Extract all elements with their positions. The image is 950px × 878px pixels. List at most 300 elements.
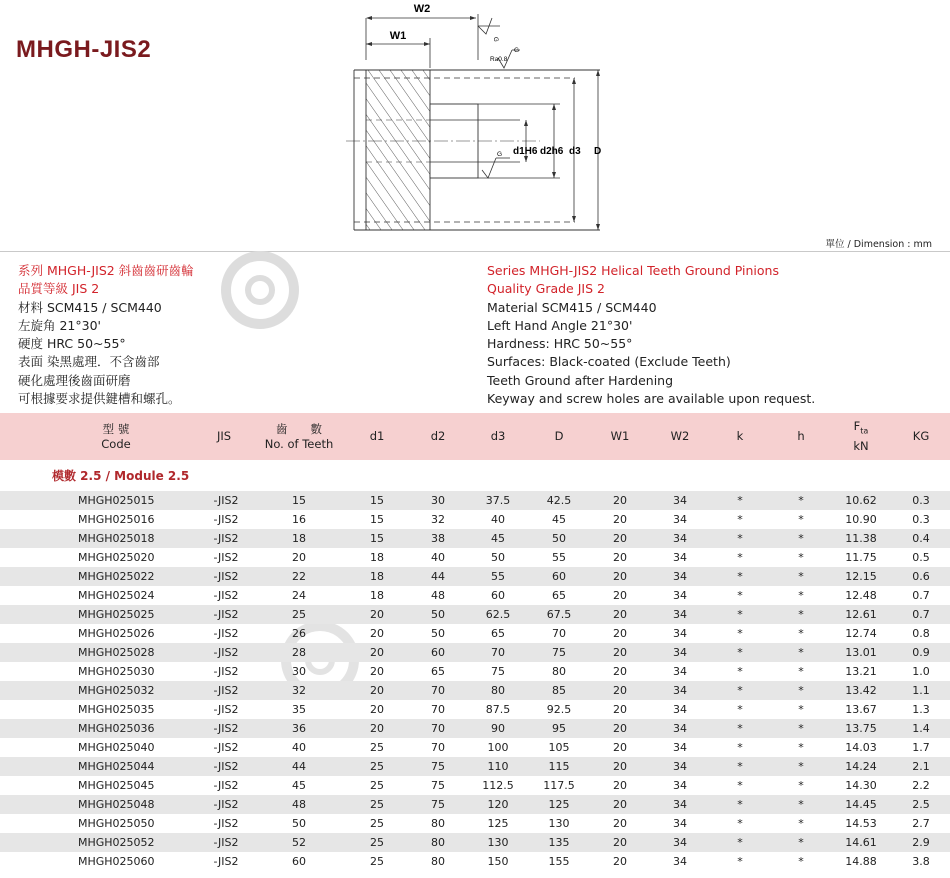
col-code-zh: 型 號 (102, 421, 130, 436)
unit-note: 單位 / Dimension : mm (825, 239, 932, 250)
cell-code: MHGH025060 (78, 855, 155, 868)
cell-kg: 0.5 (912, 551, 930, 564)
cell-kg: 0.3 (912, 494, 930, 507)
cell-w1: 20 (613, 779, 627, 792)
cell-k: * (737, 608, 743, 621)
cell-d3: 70 (491, 646, 505, 659)
cell-d2: 70 (431, 684, 445, 697)
cell-d1: 20 (370, 684, 384, 697)
cell-d2: 30 (431, 494, 445, 507)
w1-label: W1 (389, 30, 407, 42)
cell-k: * (737, 779, 743, 792)
table-row (0, 852, 950, 871)
cell-w1: 20 (613, 589, 627, 602)
spec-line: 硬化處理後齒面研磨 (18, 372, 131, 388)
cell-D: 55 (552, 551, 566, 564)
cell-jis: -JIS2 (213, 494, 239, 507)
cell-d2: 48 (431, 589, 445, 602)
cell-teeth: 52 (292, 836, 306, 849)
cell-fta: 13.75 (845, 722, 877, 735)
g-ra-label: G (514, 47, 520, 54)
cell-teeth: 36 (292, 722, 306, 735)
cell-kg: 0.8 (912, 627, 930, 640)
table-row (0, 643, 950, 662)
cell-D: 155 (548, 855, 570, 868)
cell-kg: 3.8 (912, 855, 930, 868)
cell-teeth: 18 (292, 532, 306, 545)
cell-jis: -JIS2 (213, 779, 239, 792)
cell-w2: 34 (673, 760, 687, 773)
table-body (0, 491, 950, 871)
col-d2-label: d2 (430, 429, 446, 443)
cell-d3: 110 (487, 760, 509, 773)
grade-en: Quality Grade JIS 2 (487, 281, 605, 297)
cell-d1: 25 (370, 741, 384, 754)
g-top-label: G (492, 37, 498, 42)
cell-fta: 12.61 (845, 608, 877, 621)
cell-fta: 14.03 (845, 741, 877, 754)
cell-teeth: 32 (292, 684, 306, 697)
col-kg-label: KG (912, 429, 930, 443)
cell-k: * (737, 855, 743, 868)
cell-fta: 14.24 (845, 760, 877, 773)
col-teeth-zh: 齒 數 (275, 421, 322, 436)
cell-teeth: 50 (292, 817, 306, 830)
table-row (0, 605, 950, 624)
cell-h: * (798, 684, 804, 697)
col-k (737, 413, 744, 460)
table-row (0, 738, 950, 757)
cell-w1: 20 (613, 798, 627, 811)
cell-d1: 15 (370, 532, 384, 545)
cell-h: * (798, 646, 804, 659)
spec-line: 材料 SCM415 / SCM440 (18, 299, 162, 315)
cell-k: * (737, 817, 743, 830)
cell-d1: 20 (370, 665, 384, 678)
series-en: Series MHGH-JIS2 Helical Teeth Ground Pinions (487, 263, 779, 278)
cell-fta: 11.75 (845, 551, 877, 564)
cell-w1: 20 (613, 684, 627, 697)
col-d3-label: d3 (490, 429, 506, 443)
cell-w1: 20 (613, 532, 627, 545)
cell-teeth: 60 (292, 855, 306, 868)
cell-fta: 14.88 (845, 855, 877, 868)
col-d3 (491, 413, 506, 460)
table-row (0, 776, 950, 795)
cell-w1: 20 (613, 817, 627, 830)
cell-teeth: 44 (292, 760, 306, 773)
cell-fta: 13.01 (845, 646, 877, 659)
col-teeth-en: No. of Teeth (264, 436, 334, 451)
cell-code: MHGH025036 (78, 722, 155, 735)
cell-d1: 20 (370, 703, 384, 716)
cell-jis: -JIS2 (213, 855, 239, 868)
cell-w2: 34 (673, 722, 687, 735)
cell-d1: 25 (370, 798, 384, 811)
cell-D: 117.5 (543, 779, 575, 792)
cell-w2: 34 (673, 570, 687, 583)
cell-teeth: 30 (292, 665, 306, 678)
cell-w1: 20 (613, 551, 627, 564)
col-d1-label: d1 (369, 429, 385, 443)
d1-label: d1H6 (513, 146, 538, 157)
spec-line: Material SCM415 / SCM440 (487, 299, 657, 315)
cell-jis: -JIS2 (213, 646, 239, 659)
cell-h: * (798, 627, 804, 640)
cell-fta: 14.45 (845, 798, 877, 811)
cell-d2: 38 (431, 532, 445, 545)
cell-d2: 65 (431, 665, 445, 678)
cell-d2: 80 (431, 855, 445, 868)
D-label: D (594, 146, 602, 157)
table-row (0, 833, 950, 852)
cell-d1: 15 (370, 513, 384, 526)
cell-jis: -JIS2 (213, 570, 239, 583)
cell-w2: 34 (673, 779, 687, 792)
w2-label: W2 (413, 3, 431, 15)
col-h-label: h (797, 429, 805, 443)
cell-d2: 40 (431, 551, 445, 564)
cell-h: * (798, 665, 804, 678)
cell-d3: 55 (491, 570, 505, 583)
d3-label: d3 (569, 146, 581, 157)
spec-english (487, 262, 815, 408)
col-k-label: k (736, 429, 744, 443)
cell-D: 92.5 (546, 703, 572, 716)
table-row (0, 795, 950, 814)
cell-teeth: 35 (292, 703, 306, 716)
cell-D: 95 (552, 722, 566, 735)
cell-k: * (737, 513, 743, 526)
cell-h: * (798, 798, 804, 811)
gear-cross-section-drawing (0, 0, 950, 250)
cell-k: * (737, 627, 743, 640)
cell-kg: 0.7 (912, 589, 930, 602)
cell-w1: 20 (613, 627, 627, 640)
cell-h: * (798, 608, 804, 621)
cell-jis: -JIS2 (213, 741, 239, 754)
cell-teeth: 28 (292, 646, 306, 659)
cell-kg: 0.9 (912, 646, 930, 659)
cell-d3: 50 (491, 551, 505, 564)
cell-d3: 40 (491, 513, 505, 526)
cell-d1: 20 (370, 627, 384, 640)
cell-d1: 25 (370, 836, 384, 849)
cell-k: * (737, 551, 743, 564)
spec-line: 表面 染黑處理．不含齒部 (18, 354, 160, 370)
cell-D: 50 (552, 532, 566, 545)
cell-w2: 34 (673, 798, 687, 811)
col-w2 (671, 413, 690, 460)
cell-d3: 80 (491, 684, 505, 697)
cell-w1: 20 (613, 760, 627, 773)
cell-k: * (737, 589, 743, 602)
cell-d2: 75 (431, 779, 445, 792)
fta-f: F (853, 419, 861, 434)
table-row (0, 529, 950, 548)
series-zh: 系列 MHGH-JIS2 斜齒齒研齒輪 (18, 263, 194, 278)
cell-fta: 11.38 (845, 532, 877, 545)
col-jis-label: JIS (216, 429, 232, 443)
cell-D: 125 (548, 798, 570, 811)
cell-w1: 20 (613, 665, 627, 678)
cell-d3: 125 (487, 817, 509, 830)
cell-k: * (737, 646, 743, 659)
cell-d1: 25 (370, 760, 384, 773)
cell-k: * (737, 665, 743, 678)
cell-d1: 18 (370, 570, 384, 583)
cell-D: 80 (552, 665, 566, 678)
col-fta-symbol (854, 419, 869, 438)
cell-jis: -JIS2 (213, 589, 239, 602)
table-header (0, 413, 950, 460)
col-code-en: Code (101, 436, 131, 451)
cell-d2: 70 (431, 703, 445, 716)
cell-kg: 0.4 (912, 532, 930, 545)
table-row (0, 662, 950, 681)
cell-w2: 34 (673, 703, 687, 716)
cell-d1: 15 (370, 494, 384, 507)
cell-kg: 0.7 (912, 608, 930, 621)
spec-chinese (18, 262, 194, 408)
cell-k: * (737, 570, 743, 583)
cell-w2: 34 (673, 551, 687, 564)
cell-kg: 2.5 (912, 798, 930, 811)
cell-d1: 18 (370, 589, 384, 602)
cell-teeth: 25 (292, 608, 306, 621)
cell-D: 130 (548, 817, 570, 830)
cell-teeth: 26 (292, 627, 306, 640)
cell-w2: 34 (673, 513, 687, 526)
cell-fta: 10.90 (845, 513, 877, 526)
cell-d2: 50 (431, 627, 445, 640)
cell-fta: 13.21 (845, 665, 877, 678)
cell-D: 67.5 (546, 608, 572, 621)
spec-line: Keyway and screw holes are available upon request. (487, 391, 816, 407)
cell-kg: 1.1 (912, 684, 930, 697)
cell-d2: 32 (431, 513, 445, 526)
cell-w2: 34 (673, 608, 687, 621)
cell-k: * (737, 722, 743, 735)
cell-d3: 62.5 (485, 608, 511, 621)
col-fta (853, 413, 868, 460)
cell-h: * (798, 570, 804, 583)
cell-d2: 60 (431, 646, 445, 659)
cell-d2: 50 (431, 608, 445, 621)
cell-jis: -JIS2 (213, 722, 239, 735)
cell-h: * (798, 836, 804, 849)
cell-code: MHGH025035 (78, 703, 155, 716)
cell-kg: 2.2 (912, 779, 930, 792)
cell-code: MHGH025028 (78, 646, 155, 659)
cell-w2: 34 (673, 494, 687, 507)
page-title: MHGH-JIS2 (16, 36, 152, 63)
cell-jis: -JIS2 (213, 608, 239, 621)
cell-d3: 60 (491, 589, 505, 602)
cell-fta: 14.61 (845, 836, 877, 849)
cell-w2: 34 (673, 627, 687, 640)
cell-k: * (737, 741, 743, 754)
g-mid-label: G (497, 151, 503, 158)
spec-line: Teeth Ground after Hardening (487, 372, 674, 388)
spec-line: Surfaces: Black-coated (Exclude Teeth) (487, 354, 731, 370)
cell-D: 75 (552, 646, 566, 659)
cell-jis: -JIS2 (213, 703, 239, 716)
cell-code: MHGH025016 (78, 513, 155, 526)
cell-d2: 70 (431, 741, 445, 754)
cell-w1: 20 (613, 722, 627, 735)
cell-d1: 25 (370, 817, 384, 830)
table-row (0, 681, 950, 700)
cell-jis: -JIS2 (213, 665, 239, 678)
cell-w1: 20 (613, 741, 627, 754)
cell-D: 85 (552, 684, 566, 697)
cell-code: MHGH025026 (78, 627, 155, 640)
fta-sub: ta (860, 426, 869, 436)
cell-h: * (798, 741, 804, 754)
ra-label: Ra0.8 (490, 56, 508, 63)
cell-d2: 80 (431, 817, 445, 830)
cell-code: MHGH025032 (78, 684, 155, 697)
cell-h: * (798, 494, 804, 507)
cell-w2: 34 (673, 684, 687, 697)
cell-code: MHGH025022 (78, 570, 155, 583)
cell-d3: 65 (491, 627, 505, 640)
cell-d2: 70 (431, 722, 445, 735)
table-row (0, 548, 950, 567)
cell-kg: 1.7 (912, 741, 930, 754)
cell-fta: 12.74 (845, 627, 877, 640)
cell-fta: 12.15 (845, 570, 877, 583)
cell-teeth: 48 (292, 798, 306, 811)
cell-kg: 0.6 (912, 570, 930, 583)
d2-label: d2h6 (540, 146, 564, 157)
cell-h: * (798, 532, 804, 545)
cell-d1: 25 (370, 855, 384, 868)
cell-d1: 20 (370, 608, 384, 621)
cell-code: MHGH025030 (78, 665, 155, 678)
col-D (555, 413, 564, 460)
cell-code: MHGH025044 (78, 760, 155, 773)
cell-D: 65 (552, 589, 566, 602)
cell-code: MHGH025020 (78, 551, 155, 564)
col-kg (913, 413, 929, 460)
cell-d1: 20 (370, 646, 384, 659)
cell-h: * (798, 817, 804, 830)
cell-kg: 0.3 (912, 513, 930, 526)
cell-d3: 150 (487, 855, 509, 868)
cell-kg: 2.1 (912, 760, 930, 773)
table-row (0, 624, 950, 643)
table-row (0, 700, 950, 719)
cell-jis: -JIS2 (213, 532, 239, 545)
col-teeth (265, 413, 334, 460)
cell-h: * (798, 703, 804, 716)
cell-w1: 20 (613, 570, 627, 583)
cell-teeth: 20 (292, 551, 306, 564)
cell-w2: 34 (673, 532, 687, 545)
table-row (0, 719, 950, 738)
cell-D: 70 (552, 627, 566, 640)
cell-k: * (737, 684, 743, 697)
cell-k: * (737, 798, 743, 811)
cell-kg: 2.9 (912, 836, 930, 849)
cell-D: 45 (552, 513, 566, 526)
cell-jis: -JIS2 (213, 836, 239, 849)
cell-fta: 13.67 (845, 703, 877, 716)
cell-code: MHGH025024 (78, 589, 155, 602)
cell-kg: 1.3 (912, 703, 930, 716)
cell-h: * (798, 513, 804, 526)
cell-code: MHGH025025 (78, 608, 155, 621)
cell-w2: 34 (673, 855, 687, 868)
table-row (0, 510, 950, 529)
cell-d2: 44 (431, 570, 445, 583)
cell-d1: 20 (370, 722, 384, 735)
divider (0, 251, 950, 252)
cell-d3: 87.5 (485, 703, 511, 716)
cell-code: MHGH025050 (78, 817, 155, 830)
cell-k: * (737, 760, 743, 773)
cell-kg: 1.4 (912, 722, 930, 735)
col-code (101, 413, 130, 460)
cell-d2: 75 (431, 798, 445, 811)
cell-h: * (798, 779, 804, 792)
cell-k: * (737, 532, 743, 545)
cell-jis: -JIS2 (213, 551, 239, 564)
cell-w1: 20 (613, 855, 627, 868)
cell-h: * (798, 551, 804, 564)
cell-k: * (737, 703, 743, 716)
cell-w2: 34 (673, 589, 687, 602)
spec-line: 可根據要求提供鍵槽和螺孔。 (18, 391, 181, 407)
cell-kg: 2.7 (912, 817, 930, 830)
cell-teeth: 16 (292, 513, 306, 526)
col-w1 (611, 413, 630, 460)
col-D-label: D (554, 429, 564, 443)
table-row (0, 491, 950, 510)
cell-w2: 34 (673, 646, 687, 659)
spec-line: 硬度 HRC 50~55° (18, 336, 126, 352)
cell-teeth: 40 (292, 741, 306, 754)
cell-d2: 80 (431, 836, 445, 849)
spec-line: 左旋角 21°30' (18, 317, 101, 333)
cell-k: * (737, 494, 743, 507)
cell-w2: 34 (673, 817, 687, 830)
cell-jis: -JIS2 (213, 684, 239, 697)
cell-w1: 20 (613, 836, 627, 849)
col-d1 (370, 413, 385, 460)
col-w1-label: W1 (610, 429, 630, 443)
cell-teeth: 22 (292, 570, 306, 583)
col-d2 (431, 413, 446, 460)
table-row (0, 814, 950, 833)
cell-code: MHGH025040 (78, 741, 155, 754)
cell-w2: 34 (673, 741, 687, 754)
col-jis (217, 413, 231, 460)
cell-d3: 90 (491, 722, 505, 735)
spec-line: Left Hand Angle 21°30' (487, 317, 633, 333)
cell-d3: 75 (491, 665, 505, 678)
cell-d1: 18 (370, 551, 384, 564)
cell-jis: -JIS2 (213, 627, 239, 640)
cell-D: 60 (552, 570, 566, 583)
cell-jis: -JIS2 (213, 798, 239, 811)
cell-h: * (798, 855, 804, 868)
cell-w2: 34 (673, 836, 687, 849)
cell-d3: 37.5 (485, 494, 511, 507)
cell-w1: 20 (613, 646, 627, 659)
